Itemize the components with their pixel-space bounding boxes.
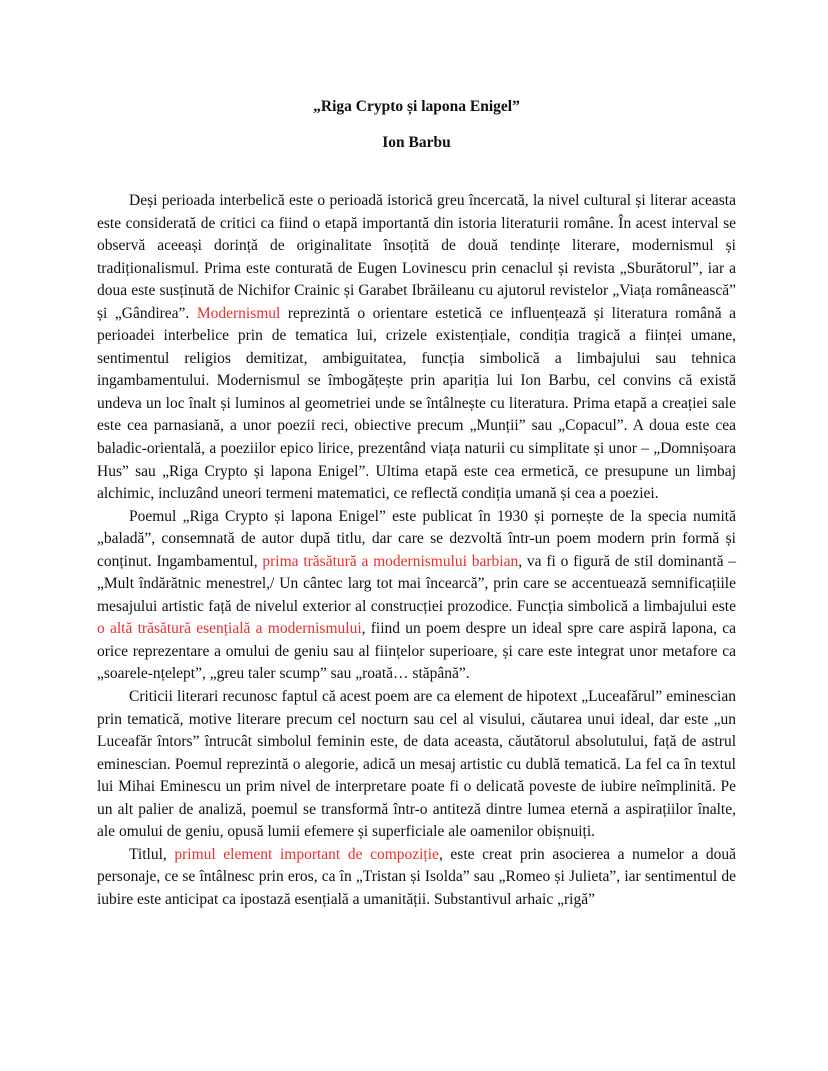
text-run: reprezintă o orientare estetică ce influențează și literatura română a perioadei interbelice prin de tematica lui, crizele existențiale, condiția tragică a ființei umane, sentimentul religios demitizat, ambiguitatea, funcția simbolică a limbajului sau tehnica ingambamentului. Modernismul se îmbogățește prin apariția lui Ion Barbu, cel convins că există undeva un loc înalt și luminos al geometriei unde se întâlnește cu literatura. Prima etapă a creației sale este cea parnasiană, a unor poezii reci, obiective precum „Munții” sau „Copacul”. A doua este cea baladic-orientală, a poeziilor epico lirice, prezentând viața naturii cu simplitate și unor – „Domnișoara Hus” sau „Riga Crypto și lapona Enigel”. Ultima etapă este cea ermetică, ce presupune un limbaj alchimic, incluzând uneori termeni matematici, ce reflectă condiția umană și cea a poeziei. (97, 304, 736, 503)
document-author: Ion Barbu (382, 134, 451, 151)
text-run: Poemul „Riga Crypto și lapona Enigel” este publicat în 1930 și pornește de la specia numită „baladă”, consemnată de autor după titlu, dar care se dezvoltă într-un poem modern prin formă și conținut. Ingambamentul, (97, 507, 736, 570)
highlighted-phrase: primul element important de compoziție (174, 845, 439, 863)
paragraph (97, 190, 736, 506)
document-body (97, 190, 736, 912)
paragraph (97, 686, 736, 844)
text-run: Deși perioada interbelică este o perioadă istorică greu încercată, la nivel cultural și literar aceasta este considerată de critici ca fiind o etapă importantă din istoria literaturii române. În acest interval se observă aceeași dorință de originalitate însoțită de două tendințe literare, modernismul și tradiționalismul. Prima este conturată de Eugen Lovinescu prin cenaclul și revista „Sburătorul”, iar a doua este susținută de Nichifor Crainic și Garabet Ibrăileanu cu ajutorul revistelor „Viața românească” și „Gândirea”. (97, 192, 736, 322)
highlighted-phrase: prima trăsătură a modernismului barbian (262, 552, 519, 570)
highlighted-phrase: o altă trăsătură esențială a modernismului (97, 620, 362, 638)
highlighted-phrase: Modernismul (196, 304, 281, 322)
text-run: Criticii literari recunosc faptul că acest poem are ca element de hipotext „Luceafărul” eminescian prin tematică, motive literare precum cel nocturn sau cel al visului, căutarea unui ideal, dar este „un Luceafăr întors” întrucât simbolul feminin este, de data aceasta, căutătorul absolutului, față de astrul eminescian. Poemul reprezintă o alegorie, adică un mesaj artistic cu dublă tematică. La fel ca în textul lui Mihai Eminescu un prim nivel de interpretare poate fi o delicată poveste de iubire neîmplinită. Pe un alt palier de analiză, poemul se transformă într-o antiteză dintre lumea eternă a aspirațiilor înalte, ale omului de geniu, opusă lumii efemere și superficiale ale oamenilor obișnuiți. (97, 688, 736, 841)
paragraph (97, 844, 736, 912)
text-run: , este creat prin asocierea a numelor a două personaje, ce se întâlnesc prin eros, ca în „Tristan și Isolda” sau „Romeo și Julieta”, iar sentimentul de iubire este anticipat ca ipostază esențială a umanității. Substantivul arhaic „rigă” (97, 845, 736, 908)
text-run: , fiind un poem despre un ideal spre care aspiră lapona, ca orice reprezentare a omului de geniu sau al ființelor superioare, și care este integrat unor metafore ca „soarele-nțelept”, „greu taler scump” sau „roată… stăpână”. (97, 620, 736, 683)
document-title: „Riga Crypto și lapona Enigel” (313, 98, 520, 115)
text-run: Titlul, (129, 845, 175, 863)
paragraph (97, 506, 736, 686)
text-run: , va fi o figură de stil dominantă – „Mult îndărătnic menestrel,/ Un cântec larg tot mai încearcă”, prin care se accentuează semnificațiile mesajului artistic față de nivelul exterior al construcției prozodice. Funcția simbolică a limbajului este (97, 552, 736, 615)
